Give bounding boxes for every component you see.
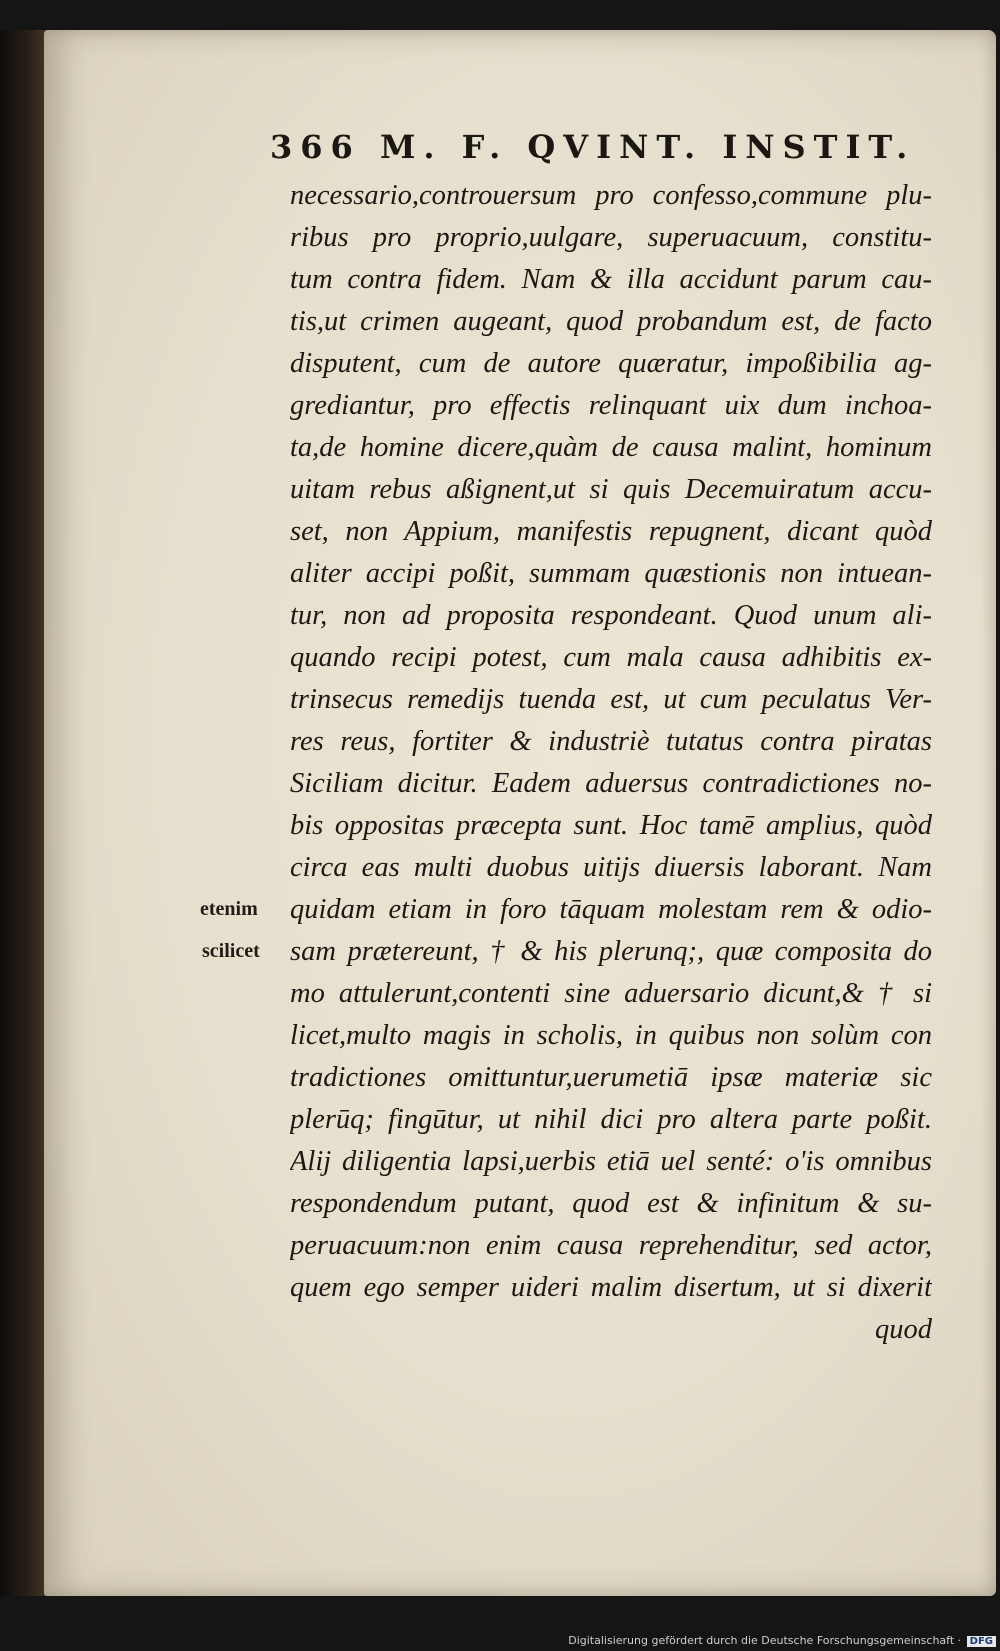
- text-line: trinsecus remedijs tuenda est, ut cum peculatus Ver-: [290, 684, 932, 715]
- credit-text: Digitalisierung gefördert durch die Deutsche Forschungsgemeinschaft ·: [568, 1634, 962, 1647]
- text-line: res reus, fortiter & industriè tutatus contra piratas: [290, 726, 932, 757]
- text-line: disputent, cum de autore quæratur, impoßibilia ag-: [290, 348, 932, 379]
- text-line: grediantur, pro effectis relinquant uix dum inchoa-: [290, 390, 932, 421]
- text-line: mo attulerunt,contenti sine aduersario dicunt,& † si: [290, 978, 932, 1009]
- text-line: peruacuum:non enim causa reprehenditur, sed actor,: [290, 1230, 932, 1261]
- marginal-note: scilicet: [202, 940, 260, 962]
- running-head: 366 M. F. QVINT. INSTIT.: [270, 128, 916, 166]
- text-line: Alij diligentia lapsi,uerbis etiā uel senté: o'is omnibus: [290, 1146, 932, 1177]
- text-line: tum contra fidem. Nam & illa accidunt parum cau-: [290, 264, 932, 295]
- text-line: ribus pro proprio,uulgare, superuacuum, constitu-: [290, 222, 932, 253]
- text-line: ta,de homine dicere,quàm de causa malint, hominum: [290, 432, 932, 463]
- text-line: circa eas multi duobus uitijs diuersis laborant. Nam: [290, 852, 932, 883]
- text-line: tradictiones omittuntur,uerumetiā ipsæ materiæ sic: [290, 1062, 932, 1093]
- text-line: quidam etiam in foro tāquam molestam rem & odio-: [290, 894, 932, 925]
- dfg-logo: DFG: [967, 1636, 996, 1647]
- text-line: licet,multo magis in scholis, in quibus non solùm con: [290, 1020, 932, 1051]
- text-line: uitam rebus aßignent,ut si quis Decemuiratum accu-: [290, 474, 932, 505]
- text-line: tur, non ad proposita respondeant. Quod unum ali-: [290, 600, 932, 631]
- marginal-note: etenim: [200, 898, 258, 920]
- text-line: necessario,controuersum pro confesso,commune plu-: [290, 180, 932, 211]
- book-spine-edge: [0, 30, 50, 1596]
- text-line: plerūq; fingūtur, ut nihil dici pro altera parte poßit.: [290, 1104, 932, 1135]
- digitization-credit: [568, 1634, 996, 1647]
- text-line: Siciliam dicitur. Eadem aduersus contradictiones no-: [290, 768, 932, 799]
- text-line: tis,ut crimen augeant, quod probandum est, de facto: [290, 306, 932, 337]
- text-line: set, non Appium, manifestis repugnent, dicant quòd: [290, 516, 932, 547]
- text-line: aliter accipi poßit, summam quæstionis non intuean-: [290, 558, 932, 589]
- text-line: quem ego semper uideri malim disertum, ut si dixerit: [290, 1272, 932, 1303]
- text-line: sam prætereunt, † & his plerunq;, quæ composita do: [290, 936, 932, 967]
- catchword: quod: [875, 1314, 932, 1345]
- text-line: bis oppositas præcepta sunt. Hoc tamē amplius, quòd: [290, 810, 932, 841]
- text-line: quando recipi potest, cum mala causa adhibitis ex-: [290, 642, 932, 673]
- body-text: [290, 175, 932, 1351]
- text-line: respondendum putant, quod est & infinitum & su-: [290, 1188, 932, 1219]
